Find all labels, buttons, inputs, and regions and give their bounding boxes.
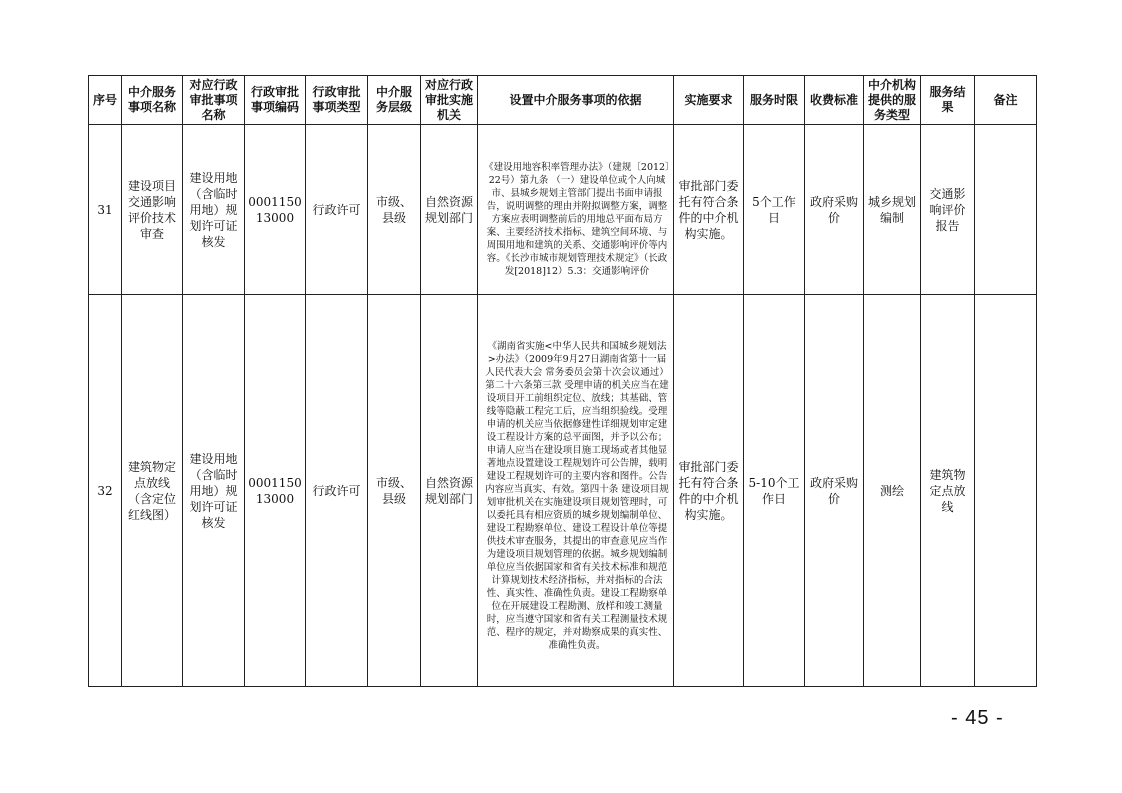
header-result: 服务结果 [921, 76, 975, 125]
header-time-limit: 服务时限 [744, 76, 805, 125]
header-approval-code: 行政审批事项编码 [245, 76, 306, 125]
row-requirement: 审批部门委托有符合条件的中介机构实施。 [674, 125, 744, 295]
row-approval-code: 000115013000 [245, 295, 306, 687]
row-time-limit: 5个工作日 [744, 125, 805, 295]
row-basis: 《湖南省实施<中华人民共和国城乡规划法>办法》（2009年9月27日湖南省第十一届人民代表大会 常务委员会第十次会议通过）第二十六条第三款 受理申请的机关应当在建设项目开工前组织定位、放线；其基础、管线等隐蔽工程完工后，应当组织验线。受理申请的机关应当依据修建性详细规划审定建设工程设计方案的总平面图，并予以公布；申请人应当在建设项目施工现场或者其他显著地点设置建设工程规划许可公告牌，载明建设工程规划许可的主要内容和图件。公告内容应当真实、有效。第四十条 建设项目规划审批机关在实施建设项目规划管理时，可以委托具有相应资质的城乡规划编制单位、建设工程勘察单位、建设工程设计单位等提供技术审查服务，其提出的审查意见应当作为建设项目规划管理的依据。城乡规划编制单位应当依据国家和省有关技术标准和规范计算规划技术经济指标，并对指标的合法性、真实性、准确性负责。建设工程勘察单位在开展建设工程勘测、放样和竣工测量时，应当遵守国家和省有关工程测量技术规范、程序的规定，并对勘察成果的真实性、准确性负责。 [478, 295, 674, 687]
header-remark: 备注 [975, 76, 1037, 125]
row-approval-name: 建设用地（含临时用地）规划许可证核发 [183, 295, 245, 687]
header-agency: 对应行政审批实施机关 [421, 76, 478, 125]
row-agency: 自然资源规划部门 [421, 295, 478, 687]
row-result: 交通影响评价报告 [921, 125, 975, 295]
header-service-level: 中介服务层级 [368, 76, 421, 125]
row-approval-type: 行政许可 [306, 125, 368, 295]
header-service-name: 中介服务事项名称 [122, 76, 183, 125]
row-remark [975, 125, 1037, 295]
table-row [89, 295, 1037, 687]
header-requirement: 实施要求 [674, 76, 744, 125]
intermediary-service-table [88, 75, 1037, 687]
row-remark [975, 295, 1037, 687]
row-requirement: 审批部门委托有符合条件的中介机构实施。 [674, 295, 744, 687]
row-service-name: 建设项目交通影响评价技术审查 [122, 125, 183, 295]
row-service-type: 测绘 [864, 295, 921, 687]
row-service-type: 城乡规划编制 [864, 125, 921, 295]
header-basis: 设置中介服务事项的依据 [478, 76, 674, 125]
row-approval-code: 000115013000 [245, 125, 306, 295]
header-seq: 序号 [89, 76, 122, 125]
table-row [89, 125, 1037, 295]
row-approval-type: 行政许可 [306, 295, 368, 687]
row-time-limit: 5-10个工作日 [744, 295, 805, 687]
header-approval-type: 行政审批事项类型 [306, 76, 368, 125]
header-fee: 收费标准 [805, 76, 864, 125]
row-basis: 《建设用地容积率管理办法》（建规〔2012〕22号）第九条 （一）建设单位或个人向城市、县城乡规划主管部门提出书面申请报告，说明调整的理由并附拟调整方案，调整方案应表明调整前后的用地总平面布局方案、主要经济技术指标、建筑空间环境、与周围用地和建筑的关系、交通影响评价等内容。《长沙市城市规划管理技术规定》（长政发[2018]12）5.3：交通影响评价 [478, 125, 674, 295]
header-approval-name: 对应行政审批事项名称 [183, 76, 245, 125]
header-row [89, 76, 1037, 125]
row-fee: 政府采购价 [805, 125, 864, 295]
header-service-type: 中介机构提供的服务类型 [864, 76, 921, 125]
row-agency: 自然资源规划部门 [421, 125, 478, 295]
row-fee: 政府采购价 [805, 295, 864, 687]
row-seq: 32 [89, 295, 122, 687]
row-approval-name: 建设用地（含临时用地）规划许可证核发 [183, 125, 245, 295]
page-number: - 45 - [951, 707, 1004, 729]
row-service-name: 建筑物定点放线（含定位红线图） [122, 295, 183, 687]
row-service-level: 市级、县级 [368, 125, 421, 295]
row-result: 建筑物定点放线 [921, 295, 975, 687]
row-seq: 31 [89, 125, 122, 295]
row-service-level: 市级、县级 [368, 295, 421, 687]
